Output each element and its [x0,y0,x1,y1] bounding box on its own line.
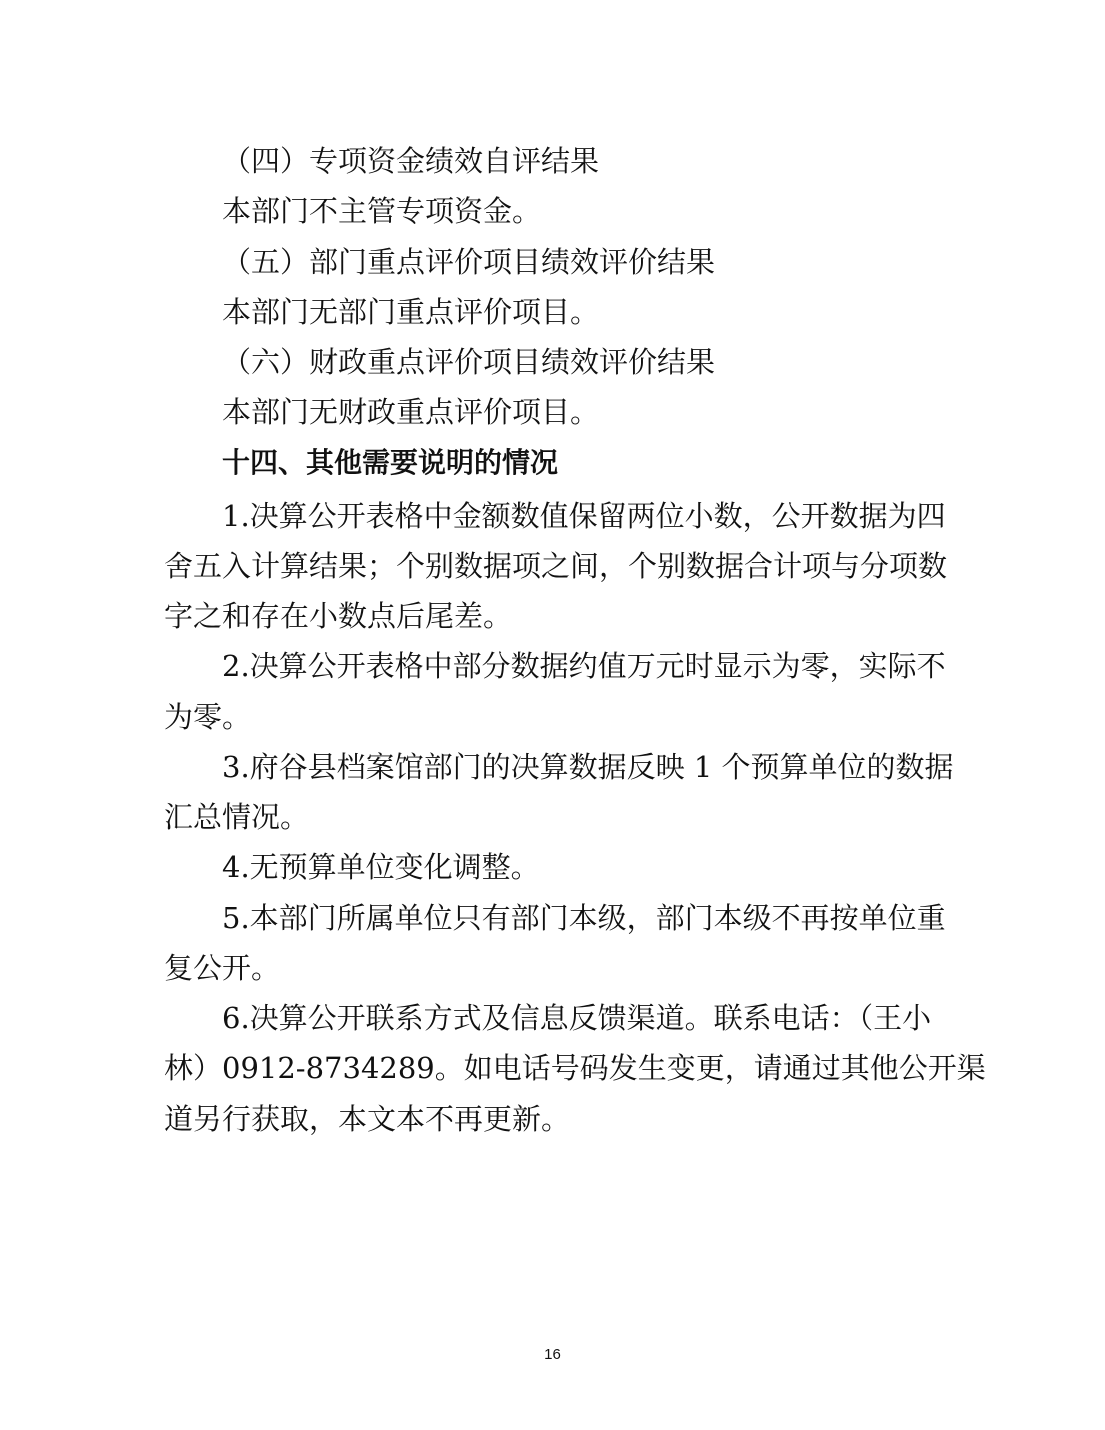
paragraph-1-line-3: 字之和存在小数点后尾差。 [164,599,513,633]
section-4-text: 本部门不主管专项资金。 [222,194,542,228]
section-14-heading: 十四、其他需要说明的情况 [222,446,559,479]
section-5-text: 本部门无部门重点评价项目。 [222,295,600,329]
paragraph-1-line-2: 舍五入计算结果；个别数据项之间，个别数据合计项与分项数 [164,549,948,583]
paragraph-2-line-2: 为零。 [164,700,252,734]
paragraph-1-line-1: 1.决算公开表格中金额数值保留两位小数，公开数据为四 [222,499,946,533]
section-5-heading: （五）部门重点评价项目绩效评价结果 [222,245,716,279]
paragraph-3-line-2: 汇总情况。 [164,800,310,834]
paragraph-6-line-2: 林）0912-8734289。如电话号码发生变更，请通过其他公开渠 [164,1051,986,1085]
page-number: 16 [544,1346,561,1363]
section-4-heading: （四）专项资金绩效自评结果 [222,144,600,178]
paragraph-5-line-2: 复公开。 [164,951,281,985]
paragraph-6-line-3: 道另行获取，本文本不再更新。 [164,1102,571,1136]
section-6-text: 本部门无财政重点评价项目。 [222,395,600,429]
paragraph-6-line-1: 6.决算公开联系方式及信息反馈渠道。联系电话：（王小 [222,1001,932,1035]
paragraph-4-line-1: 4.无预算单位变化调整。 [222,850,540,884]
paragraph-3-line-1: 3.府谷县档案馆部门的决算数据反映 1 个预算单位的数据 [222,750,954,784]
paragraph-2-line-1: 2.决算公开表格中部分数据约值万元时显示为零，实际不 [222,649,946,683]
section-6-heading: （六）财政重点评价项目绩效评价结果 [222,345,716,379]
paragraph-5-line-1: 5.本部门所属单位只有部门本级，部门本级不再按单位重 [222,901,946,935]
